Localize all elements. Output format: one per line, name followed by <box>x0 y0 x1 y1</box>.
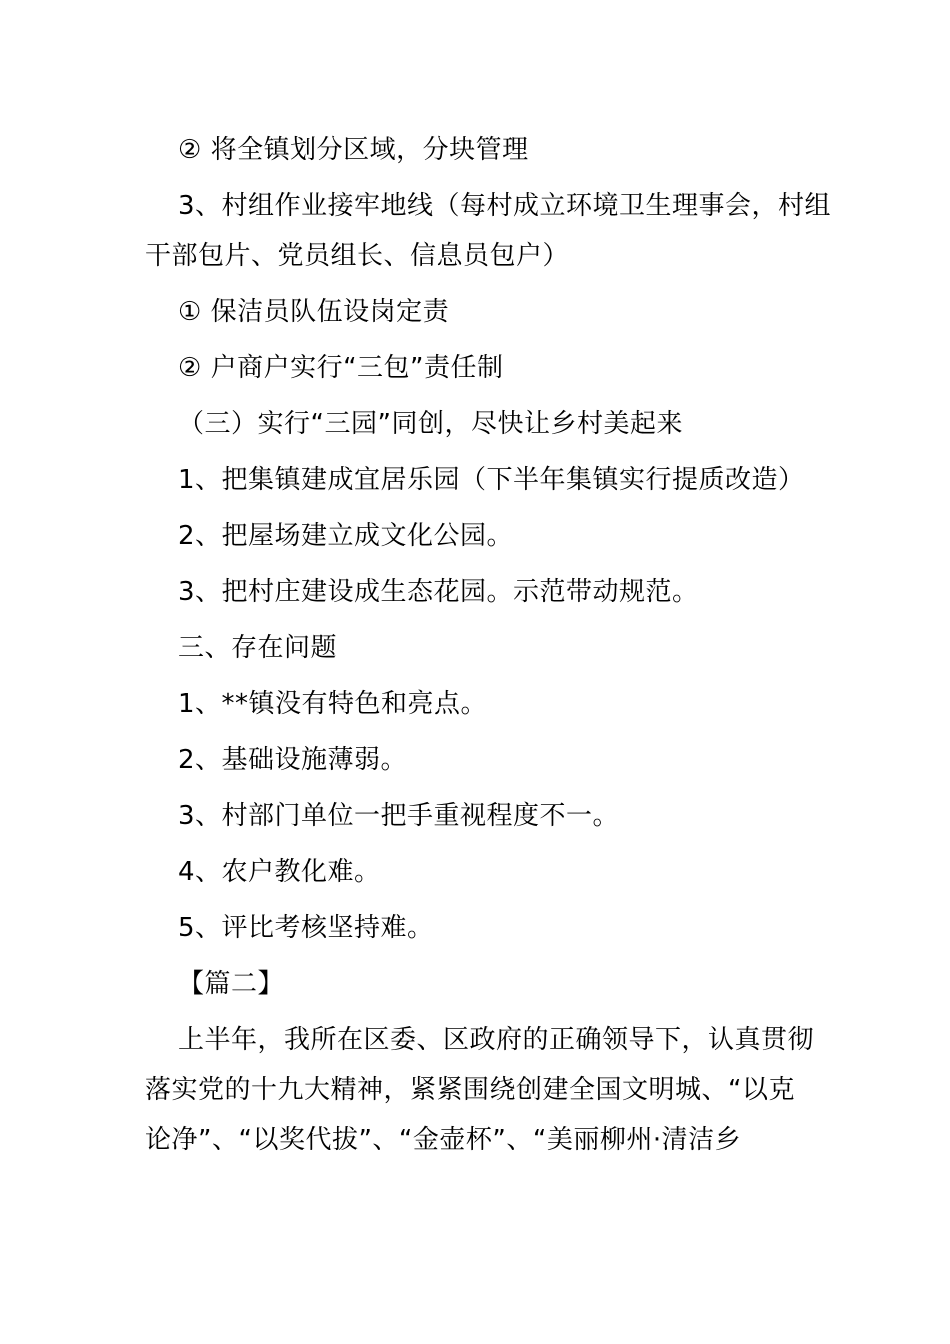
text-line-11: 1、**镇没有特色和亮点。 <box>178 689 488 719</box>
text-line-18: 落实党的十九大精神，紧紧围绕创建全国文明城、“以克 <box>145 1075 795 1105</box>
text-line-13: 3、村部门单位一把手重视程度不一。 <box>178 801 620 831</box>
text-line-4: ① 保洁员队伍设岗定责 <box>178 297 450 327</box>
text-line-1: ② 将全镇划分区域，分块管理 <box>178 135 529 165</box>
text-line-12: 2、基础设施薄弱。 <box>178 745 408 775</box>
text-line-2: 3、村组作业接牢地线（每村成立环境卫生理事会，村组 <box>178 191 832 221</box>
text-line-9: 3、把村庄建设成生态花园。示范带动规范。 <box>178 577 699 607</box>
text-line-7: 1、把集镇建成宜居乐园（下半年集镇实行提质改造） <box>178 465 805 495</box>
text-line-14: 4、农户教化难。 <box>178 857 381 887</box>
text-line-10: 三、存在问题 <box>178 633 338 663</box>
section-heading: 【篇二】 <box>178 969 285 999</box>
text-line-19: 论净”、“以奖代拔”、“金壶杯”、“美丽柳州·清洁乡 <box>145 1125 742 1155</box>
text-line-5: ② 户商户实行“三包”责任制 <box>178 353 504 383</box>
text-line-3: 干部包片、党员组长、信息员包户） <box>145 241 570 271</box>
text-line-6: （三）实行“三园”同创，尽快让乡村美起来 <box>178 409 683 439</box>
text-line-8: 2、把屋场建立成文化公园。 <box>178 521 514 551</box>
text-line-17: 上半年，我所在区委、区政府的正确领导下，认真贯彻 <box>178 1025 815 1055</box>
text-line-15: 5、评比考核坚持难。 <box>178 913 434 943</box>
